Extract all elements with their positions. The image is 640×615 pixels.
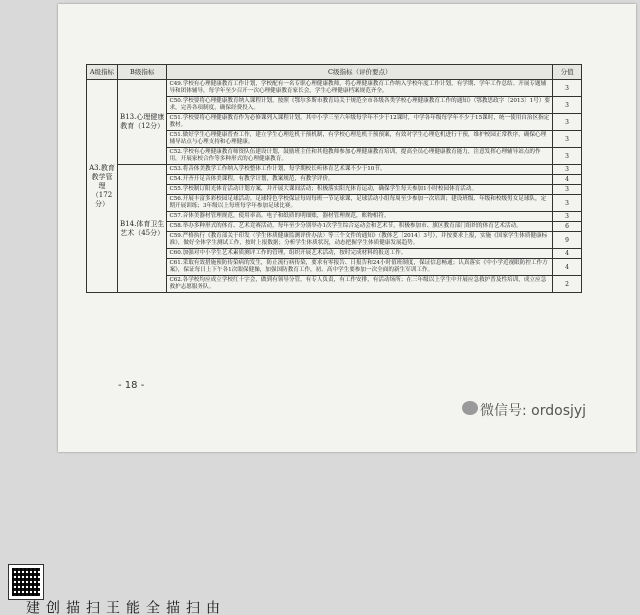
c-indicator-cell: C59.严格执行《教育部关于印发〈学生体质健康监测评价办法〉等三个文件的通知》（教体艺〔2014〕3号），并按要求上报，实施《国家学生体质健康标准》，做好全体学生测试工作，按时上报数据；分析学生体质状况，动态把握学生体质健康发展趋势。 bbox=[167, 232, 553, 249]
score-cell: 4 bbox=[553, 259, 582, 276]
score-cell: 3 bbox=[553, 195, 582, 212]
c-indicator-cell: C58.举办多种形式的体育、艺术竞赛活动，每年至少分别举办1次学生综合运动会和艺术节，积极参加市、旗区教育部门组织的体育艺术活动。 bbox=[167, 222, 553, 232]
table-header-row bbox=[87, 65, 582, 80]
evaluation-table bbox=[86, 64, 582, 293]
score-cell: 3 bbox=[553, 114, 582, 131]
header-b: B级指标 bbox=[117, 65, 167, 80]
score-cell: 6 bbox=[553, 222, 582, 232]
c-indicator-cell: C61.采取有效措施预防传染病的发生，防止流行病传染，要求有零报告、日报告和24小时值班制度，保证信息畅通；认真落实《中小学近视眼防控工作方案》，保证每日上下午各1次眼保健操，加强国防教育工作，初、高中学生要参加一次全面的新生军训工作。 bbox=[167, 259, 553, 276]
a-indicator-cell: A3.教育教学管理（172分） bbox=[87, 80, 118, 293]
table-row bbox=[87, 80, 582, 97]
wechat-icon bbox=[462, 401, 478, 415]
score-cell: 2 bbox=[553, 276, 582, 293]
b-indicator-cell: B13.心理健康教育（12分） bbox=[117, 80, 167, 165]
score-cell: 3 bbox=[553, 131, 582, 148]
score-cell: 3 bbox=[553, 165, 582, 175]
c-indicator-cell: C55.学校制订阳光体育活动计划方案，并开展大课间活动；积极落实阳光体育运动，确保学生每天参加1小时校园体育活动。 bbox=[167, 185, 553, 195]
score-cell: 4 bbox=[553, 249, 582, 259]
qr-code-icon bbox=[8, 564, 44, 600]
score-cell: 3 bbox=[553, 212, 582, 222]
c-indicator-cell: C51.做好学生心理健康普查工作，建立学生心理危机干预机制，有学校心理危机干预预案，有效对学生心理危机进行干预，维护校园正常秩序，确保心理辅导站点与心理支持和心理健康。 bbox=[167, 131, 553, 148]
table-body bbox=[87, 80, 582, 293]
c-indicator-cell: C60.加强对中小学生艺术素质测评工作的管理，组织开展艺术活动，按时完成材料的报送工作。 bbox=[167, 249, 553, 259]
header-a: A级指标 bbox=[87, 65, 118, 80]
score-cell: 3 bbox=[553, 185, 582, 195]
score-cell: 3 bbox=[553, 97, 582, 114]
wechat-watermark: 微信号: ordosjyj bbox=[480, 403, 587, 419]
scanner-label: 由 扫描全能王 扫描创建 bbox=[24, 600, 220, 615]
header-score: 分值 bbox=[553, 65, 582, 80]
c-indicator-cell: C57.音体美器材管理规范，使用率高。电子和纸质的明细账，器材管理规范，账物相符。 bbox=[167, 212, 553, 222]
page-number: - 18 - bbox=[118, 380, 145, 391]
c-indicator-cell: C56.开展丰富多彩校园足球活动。足球特色学校保证每周每班一节足球课，足球活动小组每周至少参加一次培训；建设班级、年级和校级男女足球队，定期开展训练；3年级以上每班每学年参加足球比赛。 bbox=[167, 195, 553, 212]
c-indicator-cell: C53.将音体美教学工作纳入学校整体工作计划，每学期校长听体育艺术课不少于10节。 bbox=[167, 165, 553, 175]
score-cell: 3 bbox=[553, 148, 582, 165]
c-indicator-cell: C54.开齐开足音体美课程，有教学计划，教案规范，有教学评价。 bbox=[167, 175, 553, 185]
score-cell: 9 bbox=[553, 232, 582, 249]
score-cell: 3 bbox=[553, 80, 582, 97]
c-indicator-cell: C51.学校要将心理健康教育作为必修课列入课程计划，其中小学三至六年级每学年不少于12课时，中学各年级每学年不少于15课时，统一使用自治区指定教材。 bbox=[167, 114, 553, 131]
table-row bbox=[87, 165, 582, 175]
c-indicator-cell: C62.各学校均应成立学校红十字会，做到有领导分管，有专人负责，有工作安排，有活动场所；在三年级以上学生中开展应急救护普及性培训，成立应急救护志愿服务队。 bbox=[167, 276, 553, 293]
header-c: C级指标（评价要点） bbox=[167, 65, 553, 80]
b-indicator-cell: B14.体育卫生艺术（45分） bbox=[117, 165, 167, 293]
c-indicator-cell: C49.学校有心理健康教育工作计划，学校配有一名专职心理健康教师，将心理健康教育工作纳入学校年度工作计划，有学期、学年工作总结。开展专题辅导和团体辅导，每学年至少召开一次心理健康教育家长会，学生心理健康档案规范齐全。 bbox=[167, 80, 553, 97]
c-indicator-cell: C52.学校有心理健康教育师资队伍建设计划，鼓励班主任和其他教师参加心理健康教育培训，提高全员心理健康教育能力，注意发挥心理辅导站点的作用，开展家校合作等多种形式的心理健康教育。 bbox=[167, 148, 553, 165]
score-cell: 4 bbox=[553, 175, 582, 185]
c-indicator-cell: C50.学校要将心理健康教育纳入课程计划，按照《鄂尔多斯市教育局关于规范全市各级各类学校心理健康教育工作的通知》（鄂教思政字〔2013〕1号）要求，完善各项制度，确保经费投入。 bbox=[167, 97, 553, 114]
